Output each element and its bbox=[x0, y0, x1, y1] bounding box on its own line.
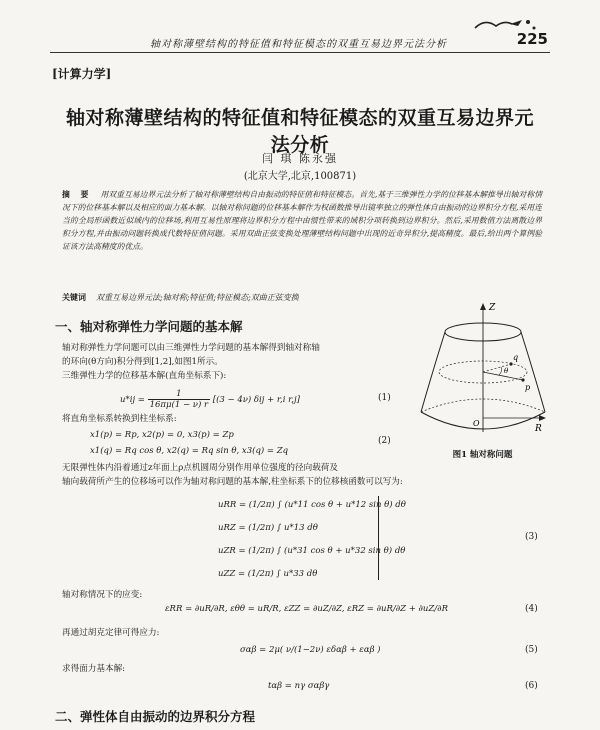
equation-5: σαβ = 2μ( ν/(1−2ν) εδαβ + εαβ ) bbox=[240, 645, 381, 655]
equation-1-denominator: 16πμ(1 − ν) r bbox=[149, 400, 209, 410]
figure-axis-z: Z bbox=[489, 303, 496, 313]
section-heading-2: 二、弹性体自由振动的边界积分方程 bbox=[55, 709, 256, 724]
equation-2-number: (2) bbox=[378, 436, 391, 446]
equation-1-number: (1) bbox=[378, 393, 391, 403]
paragraph-1-line-1: 轴对称弹性力学问题可以由三维弹性力学问题的基本解得到轴对称轴 bbox=[62, 343, 320, 353]
paragraph-3-line-1: 无限弹性体内沿着通过z年面上ρ点机圆周分别作用单位强度的径向载荷及 bbox=[62, 463, 338, 473]
equation-1 bbox=[120, 389, 300, 410]
equation-3-number: (3) bbox=[525, 532, 538, 542]
equation-1-rhs: [(3 − 4ν) δij + r,i r,j] bbox=[212, 395, 300, 405]
equation-4: εRR = ∂uR/∂R, εθθ = uR/R, εZZ = ∂uZ/∂Z, εRZ = ∂uR/∂Z + ∂uZ/∂R bbox=[165, 604, 448, 614]
category-label: [计算力学] bbox=[52, 67, 112, 81]
paragraph-3-line-2: 轴向载荷所产生的位移场可以作为轴对称问题的基本解,柱坐标系下的位移核函数可以写为: bbox=[62, 477, 403, 487]
section-heading-1: 一、轴对称弹性力学问题的基本解 bbox=[55, 319, 243, 334]
paragraph-2: 将直角坐标系转换到柱坐标系: bbox=[62, 414, 177, 424]
figure-label-q: q bbox=[513, 353, 519, 362]
paper-title: 轴对称薄壁结构的特征值和特征模态的双重互易边界元法分析 bbox=[65, 107, 534, 156]
equation-3-line-4: uZZ = (1/2π) ∫ u*33 dθ bbox=[218, 569, 318, 579]
running-title: 轴对称薄壁结构的特征值和特征模态的双重互易边界元法分析 bbox=[150, 39, 447, 50]
equation-1-lhs: u*ij = bbox=[120, 395, 145, 405]
figure-1 bbox=[415, 300, 550, 445]
abstract bbox=[62, 188, 542, 253]
abstract-text: 用双重互易边界元法分析了轴对称薄壁结构自由振动的特征值和特征模态。首先,基于三维弹性力学的位移基本解推导出轴对称情况下的位移基本解以及相应的面力基本解。以轴对称问题的位移基本解作为权函数推导出镜率独立的弹性体自由振动的边界积分方程,采用连当的全局形函数近似域内的位移场,利用互易性原理将边界积分方程中由惯性带来的域积分项转换到边界积分。然后,采用数值方法离散边界积分方程,并由振动问题转换成代数特征值问题。采用双曲正弦变换处理薄壁结构问题中出现的近奇异积分,提高精度。最后,给出两个算例验证该方法高精度的优点。 bbox=[62, 190, 542, 251]
equation-3-line-3: uZR = (1/2π) ∫ (u*31 cos θ + u*32 sin θ) dθ bbox=[218, 546, 406, 556]
paragraph-6: 求得面力基本解: bbox=[62, 664, 126, 674]
equation-3-brace bbox=[372, 496, 379, 580]
paragraph-1-line-2: 的环向(θ方向)积分得到[1,2],如图1所示。 bbox=[62, 357, 223, 367]
equation-1-numerator: 1 bbox=[148, 389, 210, 400]
equation-1-fraction bbox=[148, 389, 210, 410]
paragraph-3 bbox=[62, 461, 542, 489]
equation-6-number: (6) bbox=[525, 681, 538, 691]
figure-label-o: O bbox=[473, 419, 480, 428]
paragraph-1-line-3: 三维弹性力学的位移基本解(直角坐标系下): bbox=[62, 371, 227, 381]
equation-3-line-2: uRZ = (1/2π) ∫ u*13 dθ bbox=[218, 523, 318, 533]
figure-label-theta: θ bbox=[504, 367, 509, 375]
keywords-text: 双重互易边界元法;轴对称;特征值;特征模态;双曲正弦变换 bbox=[96, 293, 299, 302]
paragraph-5: 再通过胡克定律可得应力: bbox=[62, 628, 160, 638]
equation-5-number: (5) bbox=[525, 645, 538, 655]
equation-4-number: (4) bbox=[525, 604, 538, 614]
page-number: 225 bbox=[516, 30, 548, 48]
header-rule bbox=[50, 52, 550, 53]
equation-2-line-2: x1(q) = Rq cos θ, x2(q) = Rq sin θ, x3(q) = Zq bbox=[90, 446, 289, 456]
figure-1-caption: 图1 轴对称问题 bbox=[452, 450, 513, 460]
equation-2-line-1: x1(p) = Rp, x2(p) = 0, x3(p) = Zp bbox=[90, 430, 234, 440]
figure-label-p: p bbox=[525, 383, 531, 392]
keywords-label: 关键词 bbox=[62, 292, 86, 302]
abstract-label: 摘 要 bbox=[62, 190, 93, 199]
authors: 闫 琪 陈永强 bbox=[262, 152, 338, 165]
equation-3-line-1: uRR = (1/2π) ∫ (u*11 cos θ + u*12 sin θ) dθ bbox=[218, 500, 406, 510]
equation-2 bbox=[90, 427, 288, 459]
paragraph-1 bbox=[62, 341, 402, 383]
equation-6: tαβ = nγ σαβγ bbox=[268, 681, 330, 691]
affiliation: (北京大学,北京,100871) bbox=[243, 171, 357, 182]
figure-axis-r: R bbox=[535, 424, 542, 434]
paragraph-4: 轴对称情况下的应变: bbox=[62, 590, 143, 600]
